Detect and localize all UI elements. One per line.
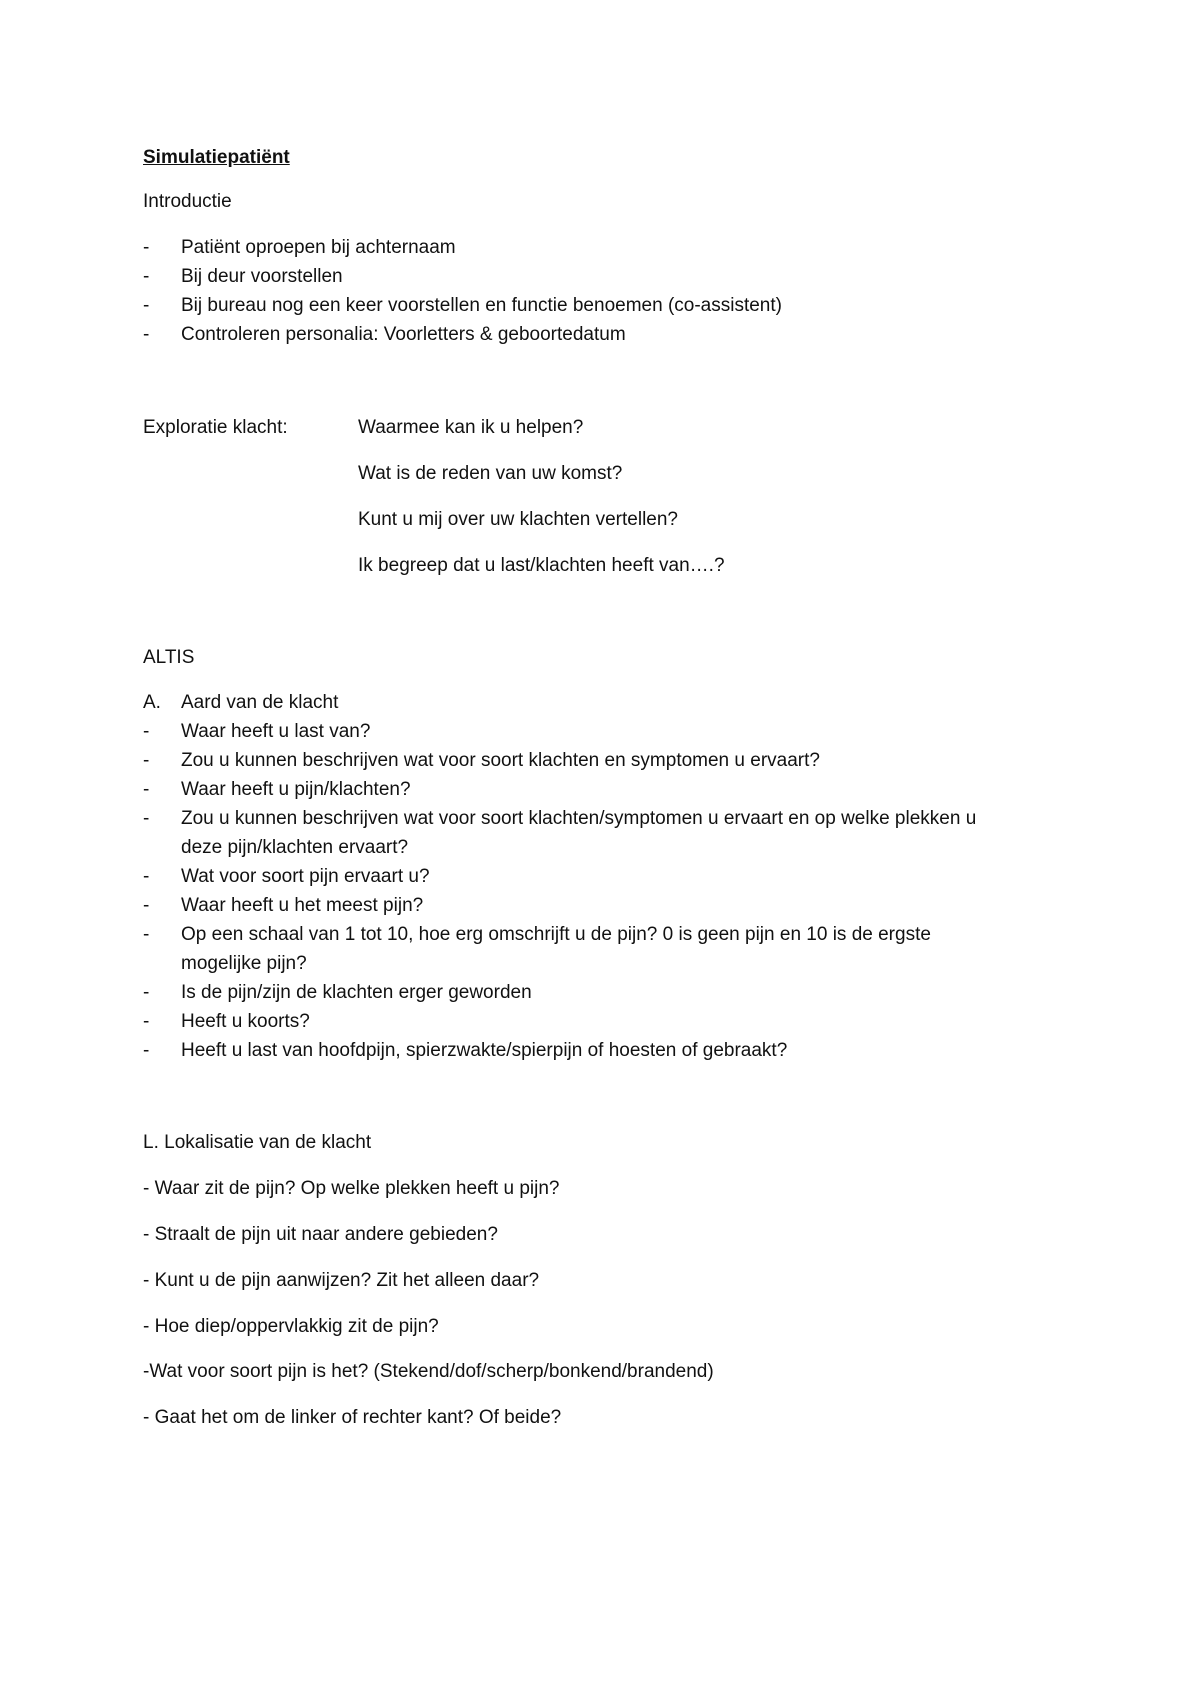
bullet-dash: -: [143, 866, 150, 887]
bullet-dash: -: [143, 1040, 150, 1061]
list-item-continuation: mogelijke pijn?: [181, 953, 307, 974]
list-item: - Kunt u de pijn aanwijzen? Zit het alleen daar?: [143, 1270, 540, 1291]
bullet-dash: -: [143, 1011, 150, 1032]
list-item: Zou u kunnen beschrijven wat voor soort klachten/symptomen u ervaart en op welke plekken u: [181, 808, 977, 829]
list-item: Controleren personalia: Voorletters & geboortedatum: [181, 324, 626, 345]
list-item-continuation: deze pijn/klachten ervaart?: [181, 837, 409, 858]
list-item: Bij bureau nog een keer voorstellen en functie benoemen (co-assistent): [181, 295, 782, 316]
bullet-dash: -: [143, 750, 150, 771]
bullet-dash: -: [143, 295, 150, 316]
section-a-title: Aard van de klacht: [181, 692, 339, 713]
bullet-dash: -: [143, 266, 150, 287]
document-title: Simulatiepatiënt: [143, 147, 290, 168]
bullet-dash: -: [143, 324, 150, 345]
list-item: - Hoe diep/oppervlakkig zit de pijn?: [143, 1316, 439, 1337]
altis-heading: ALTIS: [143, 647, 195, 668]
exploratie-question: Wat is de reden van uw komst?: [358, 463, 623, 484]
list-item: Is de pijn/zijn de klachten erger geworden: [181, 982, 532, 1003]
bullet-dash: -: [143, 779, 150, 800]
list-item: Bij deur voorstellen: [181, 266, 343, 287]
exploratie-question: Kunt u mij over uw klachten vertellen?: [358, 509, 678, 530]
intro-heading: Introductie: [143, 191, 232, 212]
list-item: Patiënt oproepen bij achternaam: [181, 237, 456, 258]
list-item: - Waar zit de pijn? Op welke plekken heeft u pijn?: [143, 1178, 560, 1199]
list-item: - Gaat het om de linker of rechter kant? Of beide?: [143, 1407, 562, 1428]
section-a-letter: A.: [143, 692, 161, 713]
bullet-dash: -: [143, 924, 150, 945]
list-item: Waar heeft u het meest pijn?: [181, 895, 424, 916]
list-item: Heeft u last van hoofdpijn, spierzwakte/spierpijn of hoesten of gebraakt?: [181, 1040, 788, 1061]
bullet-dash: -: [143, 895, 150, 916]
exploratie-label: Exploratie klacht:: [143, 417, 288, 438]
bullet-dash: -: [143, 808, 150, 829]
list-item: Waar heeft u last van?: [181, 721, 371, 742]
list-item: -Wat voor soort pijn is het? (Stekend/dof/scherp/bonkend/brandend): [143, 1361, 714, 1382]
section-l-title: L. Lokalisatie van de klacht: [143, 1132, 372, 1153]
list-item: Heeft u koorts?: [181, 1011, 310, 1032]
list-item: Zou u kunnen beschrijven wat voor soort klachten en symptomen u ervaart?: [181, 750, 820, 771]
bullet-dash: -: [143, 721, 150, 742]
list-item: Wat voor soort pijn ervaart u?: [181, 866, 430, 887]
bullet-dash: -: [143, 982, 150, 1003]
exploratie-question: Waarmee kan ik u helpen?: [358, 417, 584, 438]
exploratie-question: Ik begreep dat u last/klachten heeft van….?: [358, 555, 725, 576]
list-item: - Straalt de pijn uit naar andere gebieden?: [143, 1224, 498, 1245]
bullet-dash: -: [143, 237, 150, 258]
list-item: Waar heeft u pijn/klachten?: [181, 779, 411, 800]
list-item: Op een schaal van 1 tot 10, hoe erg omschrijft u de pijn? 0 is geen pijn en 10 is de ergste: [181, 924, 931, 945]
